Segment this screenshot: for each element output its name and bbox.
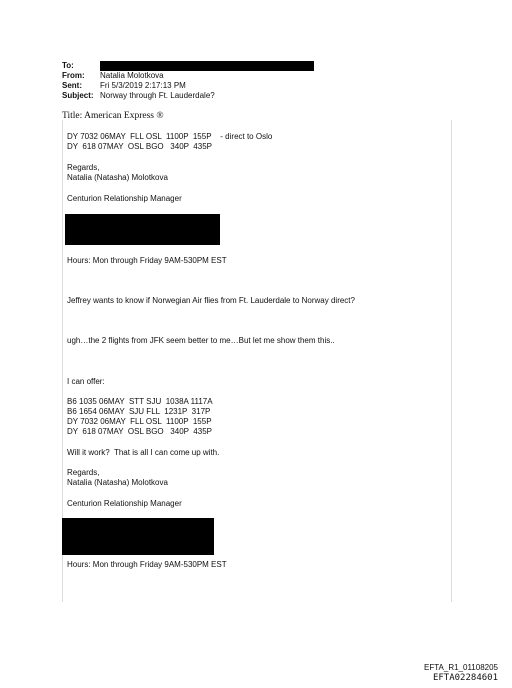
from-label: From: bbox=[62, 71, 85, 80]
from-value: Natalia Molotkova bbox=[100, 71, 164, 80]
regards-1: Regards, bbox=[67, 163, 100, 172]
sent-row bbox=[62, 81, 314, 91]
flight-line-1: DY 7032 06MAY FLL OSL 1100P 155P - direct to Oslo bbox=[67, 132, 273, 141]
reply-line: ugh…the 2 flights from JFK seem better to me…But let me show them this.. bbox=[67, 336, 335, 345]
offer-intro: I can offer: bbox=[67, 377, 105, 386]
title-line: Title: American Express ® bbox=[62, 111, 164, 121]
sent-value: Fri 5/3/2019 2:17:13 PM bbox=[100, 81, 186, 90]
footer-ref-2: EFTA02284601 bbox=[432, 673, 498, 683]
footer-ref-1: EFTA_R1_01108205 bbox=[424, 663, 498, 672]
subject-row bbox=[62, 91, 314, 101]
closing-question: Will it work? That is all I can come up with. bbox=[67, 448, 220, 457]
signature-name-1: Natalia (Natasha) Molotkova bbox=[67, 173, 168, 182]
offer-line-2: B6 1654 06MAY SJU FLL 1231P 317P bbox=[67, 407, 211, 416]
email-header bbox=[62, 61, 314, 101]
sent-label: Sent: bbox=[62, 81, 82, 90]
redacted-block-2 bbox=[62, 518, 214, 555]
signature-name-2: Natalia (Natasha) Molotkova bbox=[67, 478, 168, 487]
from-row bbox=[62, 71, 314, 81]
to-label: To: bbox=[62, 61, 74, 70]
offer-line-1: B6 1035 06MAY STT SJU 1038A 1117A bbox=[67, 397, 213, 406]
question-line: Jeffrey wants to know if Norwegian Air flies from Ft. Lauderdale to Norway direct? bbox=[67, 296, 355, 305]
signature-role-2: Centurion Relationship Manager bbox=[67, 499, 182, 508]
redacted-block-1 bbox=[65, 214, 220, 245]
signature-role-1: Centurion Relationship Manager bbox=[67, 194, 182, 203]
regards-2: Regards, bbox=[67, 468, 100, 477]
subject-label: Subject: bbox=[62, 91, 94, 100]
to-row bbox=[62, 61, 314, 71]
hours-1: Hours: Mon through Friday 9AM-530PM EST bbox=[67, 256, 227, 265]
flight-line-2: DY 618 07MAY OSL BGO 340P 435P bbox=[67, 142, 212, 151]
redacted-recipient bbox=[100, 61, 314, 71]
offer-line-4: DY 618 07MAY OSL BGO 340P 435P bbox=[67, 427, 212, 436]
subject-value: Norway through Ft. Lauderdale? bbox=[100, 91, 215, 100]
hours-2: Hours: Mon through Friday 9AM-530PM EST bbox=[67, 560, 227, 569]
offer-line-3: DY 7032 06MAY FLL OSL 1100P 155P bbox=[67, 417, 212, 426]
